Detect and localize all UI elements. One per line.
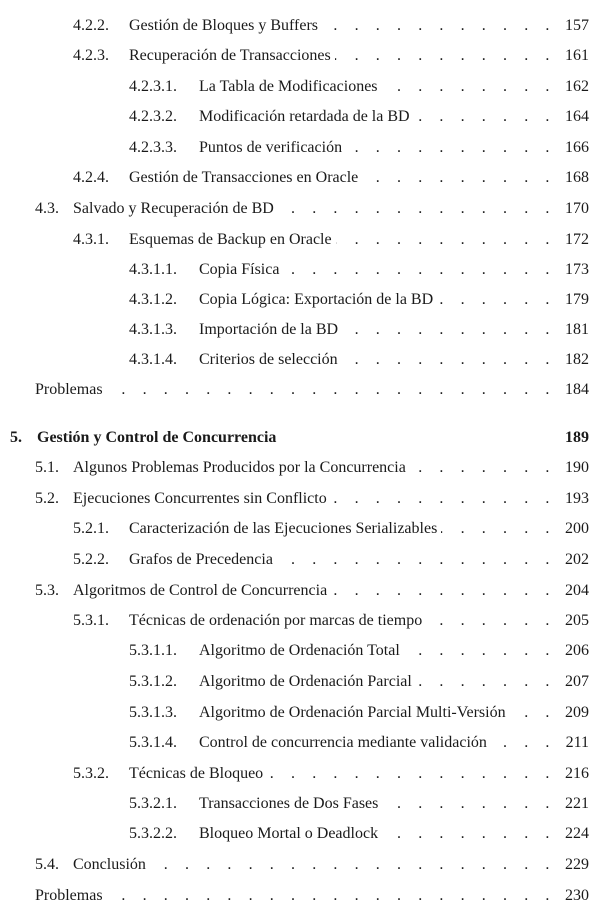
toc-entry-number: 5.3.2.1.	[129, 795, 177, 812]
toc-entry-page: 221	[561, 792, 589, 816]
toc-entry-title: La Tabla de Modificaciones	[199, 75, 382, 99]
toc-entry-number: 5.3.	[35, 582, 59, 599]
toc-entry-title: Grafos de Precedencia	[129, 548, 277, 572]
toc-entry-number: 4.3.1.3.	[129, 321, 177, 338]
toc-entry-page: 168	[561, 166, 589, 190]
toc-entry-title: Gestión de Transacciones en Oracle	[129, 166, 362, 190]
toc-entry-5-2-2	[0, 548, 600, 572]
toc-entry-title: Transacciones de Dos Fases	[199, 792, 382, 816]
toc-entry-page: 216	[561, 762, 589, 786]
toc-entry-number: 5.3.1.2.	[129, 673, 177, 690]
toc-entry-5-2	[0, 487, 600, 511]
toc-entry-number: 4.3.1.2.	[129, 291, 177, 308]
toc-entry-number: 5.3.1.	[73, 612, 109, 629]
toc-entry-title: Gestión y Control de Concurrencia	[37, 426, 280, 450]
toc-entry-title: Importación de la BD	[199, 318, 342, 342]
toc-entry-page: 189	[561, 426, 589, 450]
toc-entry-page: 164	[561, 105, 589, 129]
toc-entry-title: Algoritmo de Ordenación Parcial Multi-Versión	[199, 701, 510, 725]
toc-entry-number: 4.3.1.4.	[129, 351, 177, 368]
toc-entry-number: 5.2.1.	[73, 520, 109, 537]
toc-entry-number: 4.2.3.1.	[129, 78, 177, 95]
toc-entry-5-3-2	[0, 762, 600, 786]
toc-entry-title: Caracterización de las Ejecuciones Serializables	[129, 517, 441, 541]
dot-leader	[35, 884, 556, 908]
toc-entry-page: 230	[561, 884, 589, 908]
toc-entry-title: Control de concurrencia mediante validación	[199, 731, 491, 755]
toc-entry-page: 166	[561, 136, 589, 160]
toc-entry-4-3-1-1	[0, 258, 600, 282]
toc-entry-4-3-1-4	[0, 348, 600, 372]
toc-entry-page: 205	[561, 609, 589, 633]
toc-entry-title: Copia Física	[199, 258, 283, 282]
toc-entry-title: Puntos de verificación	[199, 136, 346, 160]
toc-entry-page: 209	[561, 701, 589, 725]
toc-entry-5-3-1-3	[0, 701, 600, 725]
toc-entry-number: 4.2.4.	[73, 169, 109, 186]
toc-entry-title: Esquemas de Backup en Oracle	[129, 228, 336, 252]
toc-entry-number: 4.3.1.1.	[129, 261, 177, 278]
toc-entry-number: 5.3.1.1.	[129, 642, 177, 659]
toc-entry-page: 170	[561, 197, 589, 221]
toc-entry-number: 5.4.	[35, 856, 59, 873]
toc-entry-title: Técnicas de ordenación por marcas de tiempo	[129, 609, 426, 633]
toc-entry-number: 4.2.3.3.	[129, 139, 177, 156]
toc-entry-page: 179	[561, 288, 589, 312]
dot-leader	[35, 378, 556, 402]
toc-entry-4-2-4	[0, 166, 600, 190]
toc-entry-page: 200	[561, 517, 589, 541]
toc-entry-number: 4.2.2.	[73, 17, 109, 34]
toc-entry-page: 229	[561, 853, 589, 877]
toc-entry-title: Salvado y Recuperación de BD	[73, 197, 278, 221]
toc-entry-title: Modificación retardada de la BD	[199, 105, 414, 129]
toc-entry-page: 190	[561, 456, 589, 480]
toc-entry-page: 224	[561, 822, 589, 846]
toc-entry-5-3-1-1	[0, 639, 600, 663]
toc-entry-title: Técnicas de Bloqueo	[129, 762, 267, 786]
toc-entry-title: Ejecuciones Concurrentes sin Conflicto	[73, 487, 331, 511]
toc-entry-title: Algoritmo de Ordenación Parcial	[199, 670, 416, 694]
toc-entry-4-3	[0, 197, 600, 221]
toc-entry-title: Criterios de selección	[199, 348, 342, 372]
toc-entry-number: 4.3.1.	[73, 231, 109, 248]
toc-entry-5-2-1	[0, 517, 600, 541]
toc-entry-title: Conclusión	[73, 853, 150, 877]
toc-entry-page: 202	[561, 548, 589, 572]
toc-entry-5-3-2-1	[0, 792, 600, 816]
toc-entry-4-2-2	[0, 14, 600, 38]
toc-entry-4-3-1-2	[0, 288, 600, 312]
toc-entry-page: 182	[561, 348, 589, 372]
toc-entry-5-3-1-2	[0, 670, 600, 694]
toc-entry-title: Copia Lógica: Exportación de la BD	[199, 288, 437, 312]
toc-entry-page: 157	[561, 14, 589, 38]
toc-entry-number: 5.2.2.	[73, 551, 109, 568]
toc-entry-title: Recuperación de Transacciones	[129, 44, 335, 68]
toc-entry-page: 184	[561, 378, 589, 402]
toc-entry-problemas-4	[0, 378, 600, 402]
toc-chapter-5	[0, 426, 600, 450]
toc-entry-4-2-3-3	[0, 136, 600, 160]
toc-entry-title: Gestión de Bloques y Buffers	[129, 14, 322, 38]
toc-entry-title: Problemas	[35, 884, 107, 908]
toc-entry-page: 206	[561, 639, 589, 663]
toc-entry-5-3-2-2	[0, 822, 600, 846]
toc-entry-title: Bloqueo Mortal o Deadlock	[199, 822, 382, 846]
toc-entry-page: 161	[561, 44, 589, 68]
toc-entry-5-3	[0, 579, 600, 603]
toc-entry-5-1	[0, 456, 600, 480]
toc-entry-4-2-3-1	[0, 75, 600, 99]
toc-entry-title: Algoritmos de Control de Concurrencia	[73, 579, 331, 603]
toc-entry-page: 172	[561, 228, 589, 252]
toc-entry-4-3-1-3	[0, 318, 600, 342]
toc-entry-page: 204	[561, 579, 589, 603]
toc-entry-number: 5.1.	[35, 459, 59, 476]
toc-entry-5-3-1-4	[0, 731, 600, 755]
toc-entry-5-3-1	[0, 609, 600, 633]
toc-entry-page: 181	[561, 318, 589, 342]
toc-entry-title: Algunos Problemas Producidos por la Concurrencia	[73, 456, 410, 480]
toc-entry-page: 173	[561, 258, 589, 282]
toc-entry-page: 162	[561, 75, 589, 99]
toc-entry-5-4	[0, 853, 600, 877]
toc-entry-page: 211	[562, 731, 589, 755]
toc-entry-number: 5.3.1.4.	[129, 734, 177, 751]
toc-entry-number: 4.2.3.2.	[129, 108, 177, 125]
toc-entry-number: 5.3.2.2.	[129, 825, 177, 842]
toc-entry-4-3-1	[0, 228, 600, 252]
toc-entry-page: 207	[561, 670, 589, 694]
toc-entry-4-2-3-2	[0, 105, 600, 129]
toc-entry-title: Algoritmo de Ordenación Total	[199, 639, 404, 663]
toc-entry-number: 4.2.3.	[73, 47, 109, 64]
toc-entry-number: 4.3.	[35, 200, 59, 217]
toc-entry-title: Problemas	[35, 378, 107, 402]
toc-entry-page: 193	[561, 487, 589, 511]
toc-entry-number: 5.	[10, 429, 22, 446]
toc-entry-4-2-3	[0, 44, 600, 68]
toc-entry-number: 5.2.	[35, 490, 59, 507]
toc-entry-problemas-5	[0, 884, 600, 908]
toc-entry-number: 5.3.1.3.	[129, 704, 177, 721]
toc-entry-number: 5.3.2.	[73, 765, 109, 782]
